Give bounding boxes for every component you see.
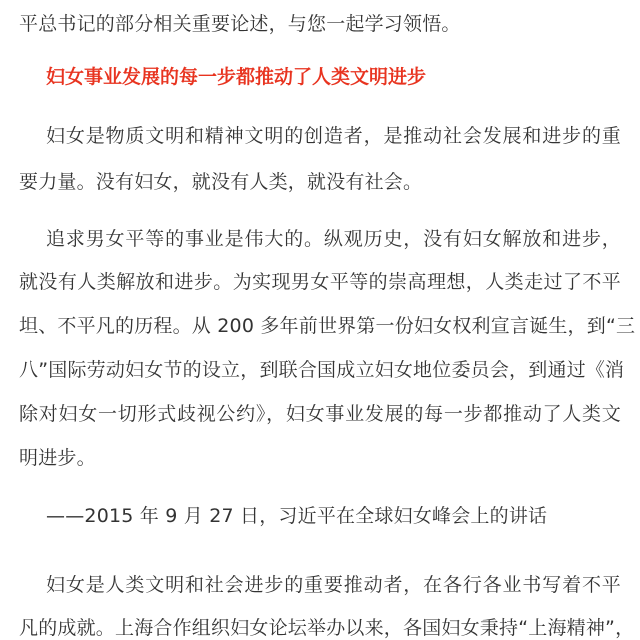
source-attribution: ——2015 年 9 月 27 日，习近平在全球妇女峰会上的讲话 (46, 505, 548, 527)
paragraph-line: 坦、不平凡的历程。从 200 多年前世界第一份妇女权利宣言诞生，到“三 (19, 315, 636, 337)
paragraph-line: 妇女是人类文明和社会进步的重要推动者，在各行各业书写着不平 (46, 574, 621, 596)
section-heading: 妇女事业发展的每一步都推动了人类文明进步 (46, 66, 427, 88)
paragraph-line: 明进步。 (19, 447, 96, 469)
paragraph-line: 除对妇女一切形式歧视公约》，妇女事业发展的每一步都推动了人类文 (19, 403, 621, 425)
paragraph-line: 就没有人类解放和进步。为实现男女平等的崇高理想，人类走过了不平 (19, 271, 621, 293)
paragraph-line: 八”国际劳动妇女节的设立，到联合国成立妇女地位委员会，到通过《消 (19, 359, 625, 381)
intro-paragraph-tail: 平总书记的部分相关重要论述，与您一起学习领悟。 (19, 13, 461, 35)
paragraph-line: 凡的成就。上海合作组织妇女论坛举办以来，各国妇女秉持“上海精神”， (19, 617, 635, 639)
paragraph-line: 要力量。没有妇女，就没有人类，就没有社会。 (19, 171, 423, 193)
paragraph-line: 妇女是物质文明和精神文明的创造者，是推动社会发展和进步的重 (46, 125, 621, 147)
paragraph-line: 追求男女平等的事业是伟大的。纵观历史，没有妇女解放和进步， (46, 228, 621, 250)
